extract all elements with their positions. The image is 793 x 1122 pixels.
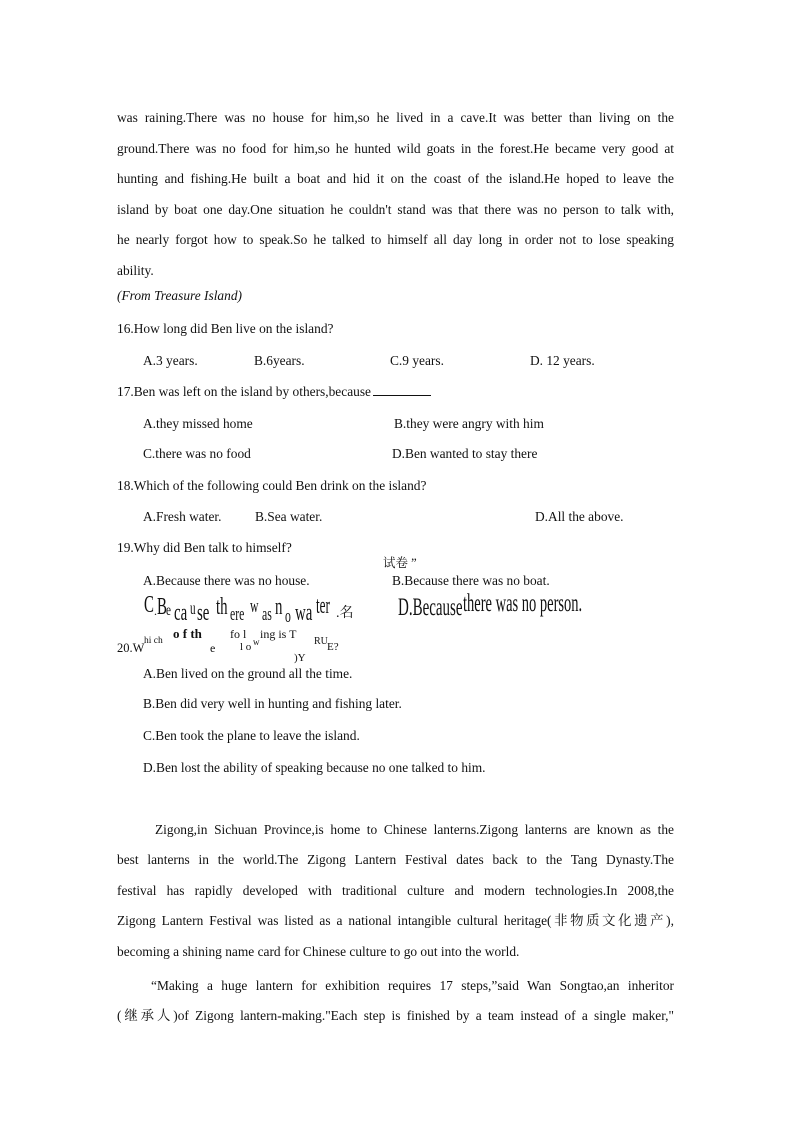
q20-option-d: D.Ben lost the ability of speaking because no one talked to him. bbox=[143, 760, 486, 775]
q19-option-b: B.Because there was no boat. bbox=[392, 573, 550, 588]
garbled-glyph: th bbox=[216, 594, 228, 620]
passage-line: Zigong Lantern Festival was listed as a national intangible cultural heritage(非物质文化遗产), bbox=[117, 913, 674, 929]
garbled-glyph: ere bbox=[230, 604, 245, 625]
q16-option-b: B.6years. bbox=[254, 353, 305, 368]
garbled-glyph: as bbox=[262, 604, 272, 625]
garbled-glyph: o bbox=[285, 606, 291, 627]
q20-option-b: B.Ben did very well in hunting and fishing later. bbox=[143, 696, 402, 711]
question-16-stem: 16.How long did Ben live on the island? bbox=[117, 321, 334, 336]
q19-option-a: A.Because there was no house. bbox=[143, 573, 310, 588]
q16-option-d: D. 12 years. bbox=[530, 353, 595, 368]
q16-option-c: C.9 years. bbox=[390, 353, 444, 368]
passage-line: becoming a shining name card for Chinese culture to go out into the world. bbox=[117, 943, 520, 959]
stray-text: 试卷 ” bbox=[383, 556, 417, 570]
q20-option-a: A.Ben lived on the ground all the time. bbox=[143, 666, 353, 681]
option-d-part: D.Because bbox=[398, 594, 463, 621]
q17-option-d: D.Ben wanted to stay there bbox=[392, 446, 538, 461]
passage-line: best lanterns in the world.The Zigong Lantern Festival dates back to the Tang Dynasty.The bbox=[117, 852, 674, 868]
q18-option-d: D.All the above. bbox=[535, 509, 624, 524]
garbled-glyph: . bbox=[154, 604, 157, 618]
passage-line: hunting and fishing.He built a boat and hid it on the coast of the island.He hoped to leave the bbox=[117, 171, 674, 187]
garbled-glyph: w bbox=[253, 637, 260, 647]
q20-option-c: C.Ben took the plane to leave the island. bbox=[143, 728, 360, 743]
question-18-stem: 18.Which of the following could Ben drink on the island? bbox=[117, 478, 427, 493]
passage-line: Zigong,in Sichuan Province,is home to Chinese lanterns.Zigong lanterns are known as the bbox=[155, 822, 674, 837]
garbled-glyph: l o bbox=[240, 641, 252, 653]
garbled-glyph: e bbox=[166, 602, 171, 619]
q17-option-c: C.there was no food bbox=[143, 446, 251, 461]
passage-line: ground.There was no food for him,so he hunted wild goats in the forest.He became very good at bbox=[117, 140, 674, 156]
passage-line: he nearly forgot how to speak.So he talked to himself all day long in order not to lose speaking bbox=[117, 232, 674, 248]
garbled-glyph: E? bbox=[327, 641, 339, 653]
garbled-glyph: fo l bbox=[230, 627, 247, 641]
garbled-glyph: hi ch bbox=[144, 636, 163, 646]
garbled-glyph: ca bbox=[174, 600, 188, 626]
passage-line: “Making a huge lantern for exhibition requires 17 steps,”said Wan Songtao,an inheritor bbox=[151, 978, 674, 993]
garbled-glyph: 20.W bbox=[117, 641, 145, 655]
passage-one bbox=[117, 103, 674, 287]
garbled-glyph: e bbox=[210, 641, 216, 655]
garbled-glyph: .名 bbox=[336, 606, 354, 621]
question-17-text: 17.Ben was left on the island by others,because bbox=[117, 384, 371, 399]
q17-option-a: A.they missed home bbox=[143, 416, 253, 431]
passage-line: ability. bbox=[117, 262, 154, 278]
passage-line: island by boat one day.One situation he couldn't stand was that there was no person to talk with, bbox=[117, 201, 674, 217]
q18-option-a: A.Fresh water. bbox=[143, 509, 222, 524]
garbled-glyph: o f th bbox=[173, 626, 202, 641]
question-19-stem: 19.Why did Ben talk to himself? bbox=[117, 540, 292, 555]
garbled-glyph: wa bbox=[295, 600, 313, 626]
garbled-glyph: w bbox=[250, 596, 259, 617]
answer-blank bbox=[373, 385, 431, 396]
garbled-glyph: B bbox=[157, 594, 167, 620]
q16-option-a: A.3 years. bbox=[143, 353, 198, 368]
garbled-glyph: RU bbox=[314, 636, 328, 647]
passage-line: (继承人)of Zigong lantern-making."Each step is finished by a team instead of a single maker," bbox=[117, 1008, 674, 1024]
passage-line: was raining.There was no house for him,so he lived in a cave.It was better than living on the bbox=[117, 110, 674, 125]
passage-source: (From Treasure Island) bbox=[117, 288, 242, 303]
passage-two-paragraph-one bbox=[117, 815, 674, 967]
option-d-part: there was no person. bbox=[463, 590, 583, 617]
garbled-glyph: )Y bbox=[294, 652, 306, 664]
q18-option-b: B.Sea water. bbox=[255, 509, 323, 524]
passage-line: festival has rapidly developed with traditional culture and modern technologies.In 2008,the bbox=[117, 882, 674, 898]
garbled-glyph: ter bbox=[316, 593, 330, 619]
question-17-stem bbox=[117, 384, 431, 400]
garbled-glyph: n bbox=[275, 594, 283, 620]
passage-two-paragraph-two bbox=[117, 971, 674, 1032]
garbled-glyph: ing is T bbox=[260, 627, 297, 641]
q17-option-b: B.they were angry with him bbox=[394, 416, 544, 431]
garbled-glyph: se bbox=[197, 600, 210, 626]
garbled-glyph: u bbox=[190, 598, 196, 618]
garbled-glyph: C bbox=[144, 592, 154, 618]
